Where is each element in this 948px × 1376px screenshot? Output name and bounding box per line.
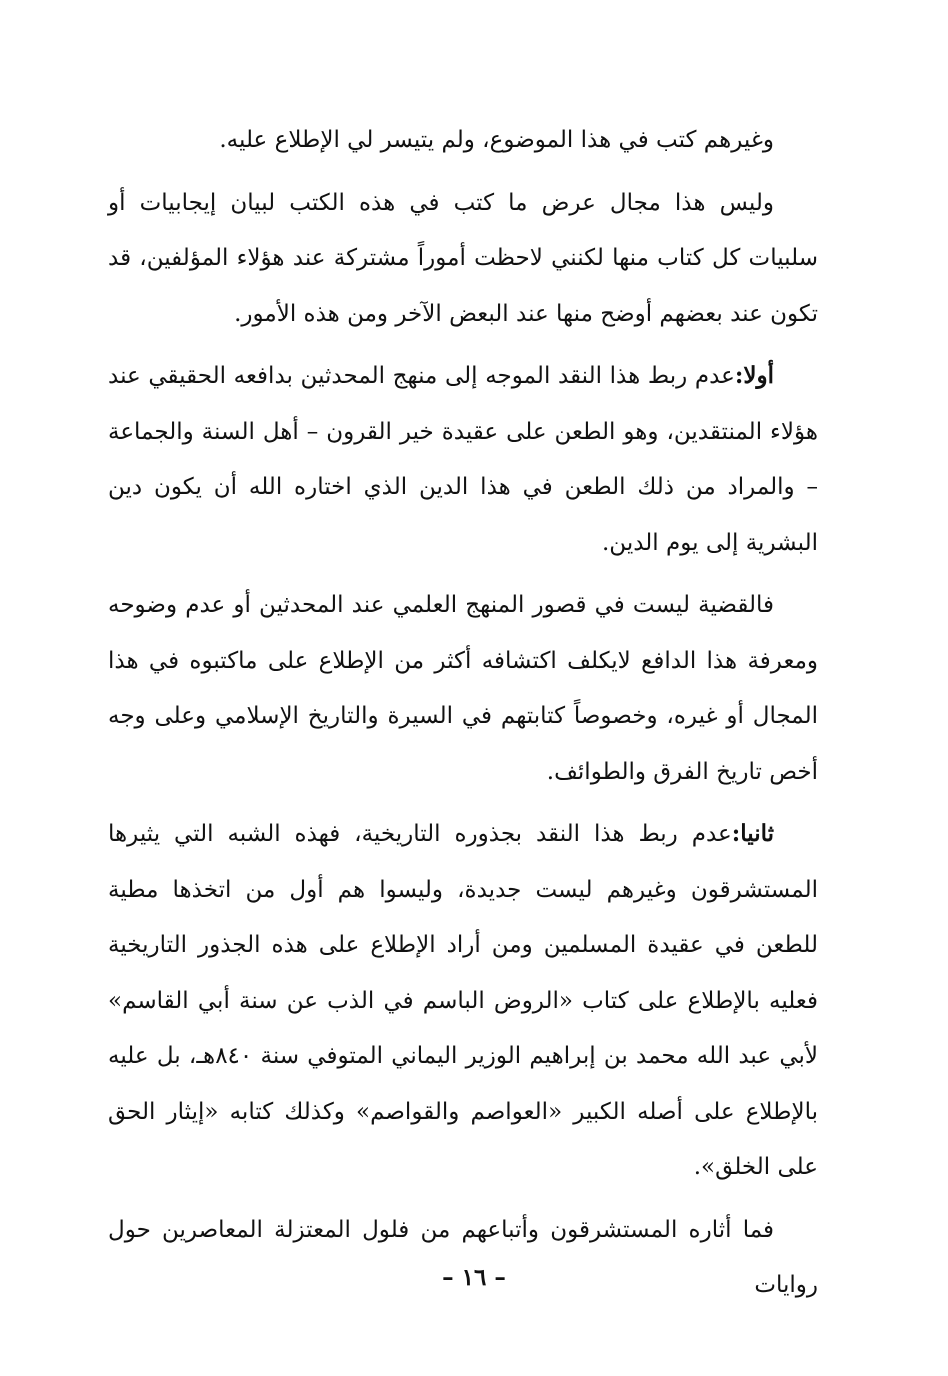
paragraph-2 <box>108 175 818 343</box>
paragraph-3-lead: أولا: <box>734 362 774 389</box>
paragraph-4-text: فالقضية ليست في قصور المنهج العلمي عند المحدثين أو عدم وضوحه ومعرفة هذا الدافع لايكلف اكتشافه أكثر من الإطلاع على ماكتبوه في هذا المجال أو غيره، وخصوصاً كتابتهم في السيرة والتاريخ الإسلامي وعلى وجه أخص تاريخ الفرق والطوائف. <box>108 592 818 785</box>
paragraph-3-text: عدم ربط هذا النقد الموجه إلى منهج المحدثين بدافعه الحقيقي عند هؤلاء المنتقدين، وهو الطعن على عقيدة خير القرون – أهل السنة والجماعة – والمراد من ذلك الطعن في هذا الدين الذي اختاره الله أن يكون دين البشرية إلى يوم الدين. <box>108 363 818 556</box>
paragraph-6 <box>108 1202 818 1314</box>
paragraph-1-text: وغيرهم كتب في هذا الموضوع، ولم يتيسر لي الإطلاع عليه. <box>219 127 774 153</box>
paragraph-5-lead: ثانيا: <box>731 820 774 847</box>
paragraph-4 <box>108 577 818 800</box>
paragraph-3 <box>108 348 818 571</box>
page-number: – ١٦ – <box>442 1264 506 1291</box>
paragraph-5-text: عدم ربط هذا النقد بجذوره التاريخية، فهذه الشبه التي يثيرها المستشرقون وغيرهم ليست جديدة، وليسوا هم أول من اتخذها مطية للطعن في عقيدة المسلمين ومن أراد الإطلاع على هذه الجذور التاريخية فعليه بالإطلاع على كتاب «الروض الباسم في الذب عن سنة أبي القاسم» لأبي عبد الله محمد بن إبراهيم الوزير اليماني المتوفي سنة ٨٤٠هـ، بل عليه بالإطلاع على أصله الكبير «العواصم والقواصم» وكذلك كتابه «إيثار الحق على الخلق». <box>108 821 819 1180</box>
page-body <box>108 112 818 1314</box>
paragraph-1 <box>108 112 818 169</box>
paragraph-6-text: فما أثاره المستشرقون وأتباعهم من فلول المعتزلة المعاصرين حول روايات <box>108 1216 818 1298</box>
paragraph-5 <box>108 806 818 1196</box>
paragraph-2-text: وليس هذا مجال عرض ما كتب في هذه الكتب لبيان إيجابيات أو سلبيات كل كتاب منها لكنني لاحظت أموراً مشتركة عند هؤلاء المؤلفين، قد تكون عند بعضهم أوضح منها عند البعض الآخر ومن هذه الأمور. <box>108 189 818 327</box>
